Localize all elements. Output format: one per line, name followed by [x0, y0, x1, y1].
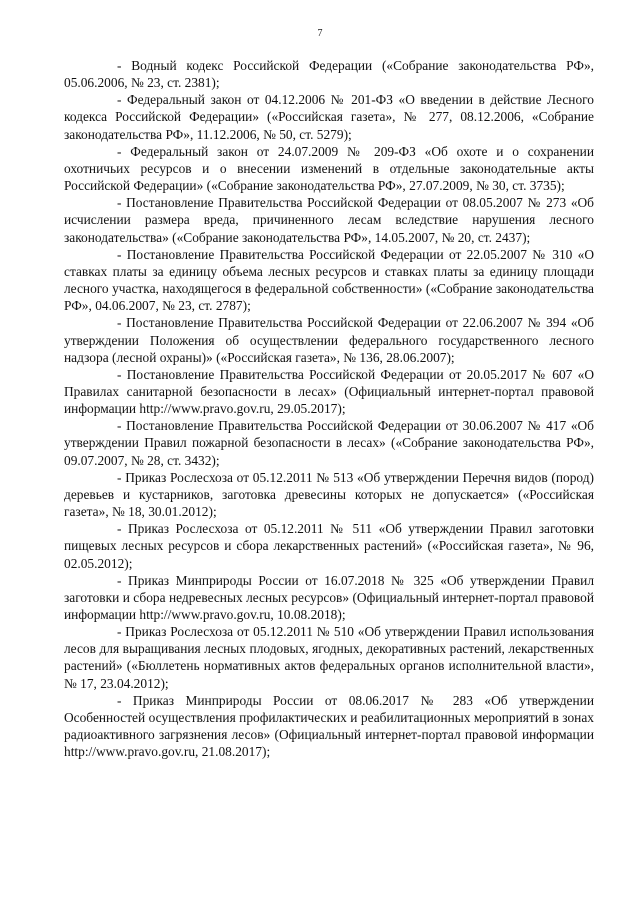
list-item-federal-law-209: - Федеральный закон от 24.07.2009 № 209-ФЗ «Об охоте и о сохранении охотничьих ресурсов и о внесении изменений в отдельные законодательные акты Российской Федерации» («Собрание законодательства РФ», 27.07.2009, № 30, ст. 3735);: [64, 143, 594, 194]
list-item-resolution-417: - Постановление Правительства Российской Федерации от 30.06.2007 № 417 «Об утверждении Правил пожарной безопасности в лесах» («Собрание законодательства РФ», 09.07.2007, № 28, ст. 3432);: [64, 418, 594, 468]
list-item-resolution-273: - Постановление Правительства Российской Федерации от 08.05.2007 № 273 «Об исчислении размера вреда, причиненного лесам вследствие нарушения лесного законодательства» («Собрание законодательства РФ», 14.05.2007, № 20, ст. 2437);: [64, 195, 594, 245]
list-item-federal-law-201: - Федеральный закон от 04.12.2006 № 201-ФЗ «О введении в действие Лесного кодекса Российской Федерации» («Российская газета», № 277, 08.12.2006, «Собрание законодательства РФ», 11.12.2006, № 50, ст. 5279);: [64, 92, 594, 142]
list-item-resolution-607: - Постановление Правительства Российской Федерации от 20.05.2017 № 607 «О Правилах санитарной безопасности в лесах» (Официальный интернет-портал правовой информации http://www.pravo.gov.ru, 29.05.2017);: [64, 366, 594, 417]
list-item-order-283: - Приказ Минприроды России от 08.06.2017 № 283 «Об утверждении Особенностей осуществления профилактических и реабилитационных мероприятий в зонах радиоактивного загрязнения лесов» (Официальный интернет-портал правовой информации http://www.pravo.gov.ru, 21.08.2017);: [64, 692, 594, 760]
list-item-order-325: - Приказ Минприроды России от 16.07.2018 № 325 «Об утверждении Правил заготовки и сбора недревесных лесных ресурсов» (Официальный интернет-портал правовой информации http://www.pravo.gov.ru, 10.08.2018);: [64, 572, 594, 622]
list-item-water-code: - Водный кодекс Российской Федерации («Собрание законодательства РФ», 05.06.2006, № 23, ст. 2381);: [64, 58, 594, 91]
document-body: [64, 57, 594, 760]
list-item-resolution-394: - Постановление Правительства Российской Федерации от 22.06.2007 № 394 «Об утверждении Положения об осуществлении федерального государственного лесного надзора (лесной охраны)» («Российская газета», № 136, 28.06.2007);: [64, 315, 594, 365]
list-item-order-511: - Приказ Рослесхоза от 05.12.2011 № 511 «Об утверждении Правил заготовки пищевых лесных ресурсов и сбора лекарственных растений» («Российская газета», № 96, 02.05.2012);: [64, 521, 594, 571]
page-number: 7: [317, 28, 323, 39]
list-item-order-510: - Приказ Рослесхоза от 05.12.2011 № 510 «Об утверждении Правил использования лесов для выращивания лесных плодовых, ягодных, декоративных растений, лекарственных растений» («Бюллетень нормативных актов федеральных органов исполнительной власти», № 17, 23.04.2012);: [64, 624, 594, 691]
list-item-resolution-310: - Постановление Правительства Российской Федерации от 22.05.2007 № 310 «О ставках платы за единицу объема лесных ресурсов и ставках платы за единицу площади лесного участка, находящегося в федеральной собственности» («Собрание законодательства РФ», 04.06.2007, № 23, ст. 2787);: [64, 246, 594, 314]
list-item-order-513: - Приказ Рослесхоза от 05.12.2011 № 513 «Об утверждении Перечня видов (пород) деревьев и кустарников, заготовка древесины которых не допускается» («Российская газета», № 18, 30.01.2012);: [64, 469, 594, 520]
